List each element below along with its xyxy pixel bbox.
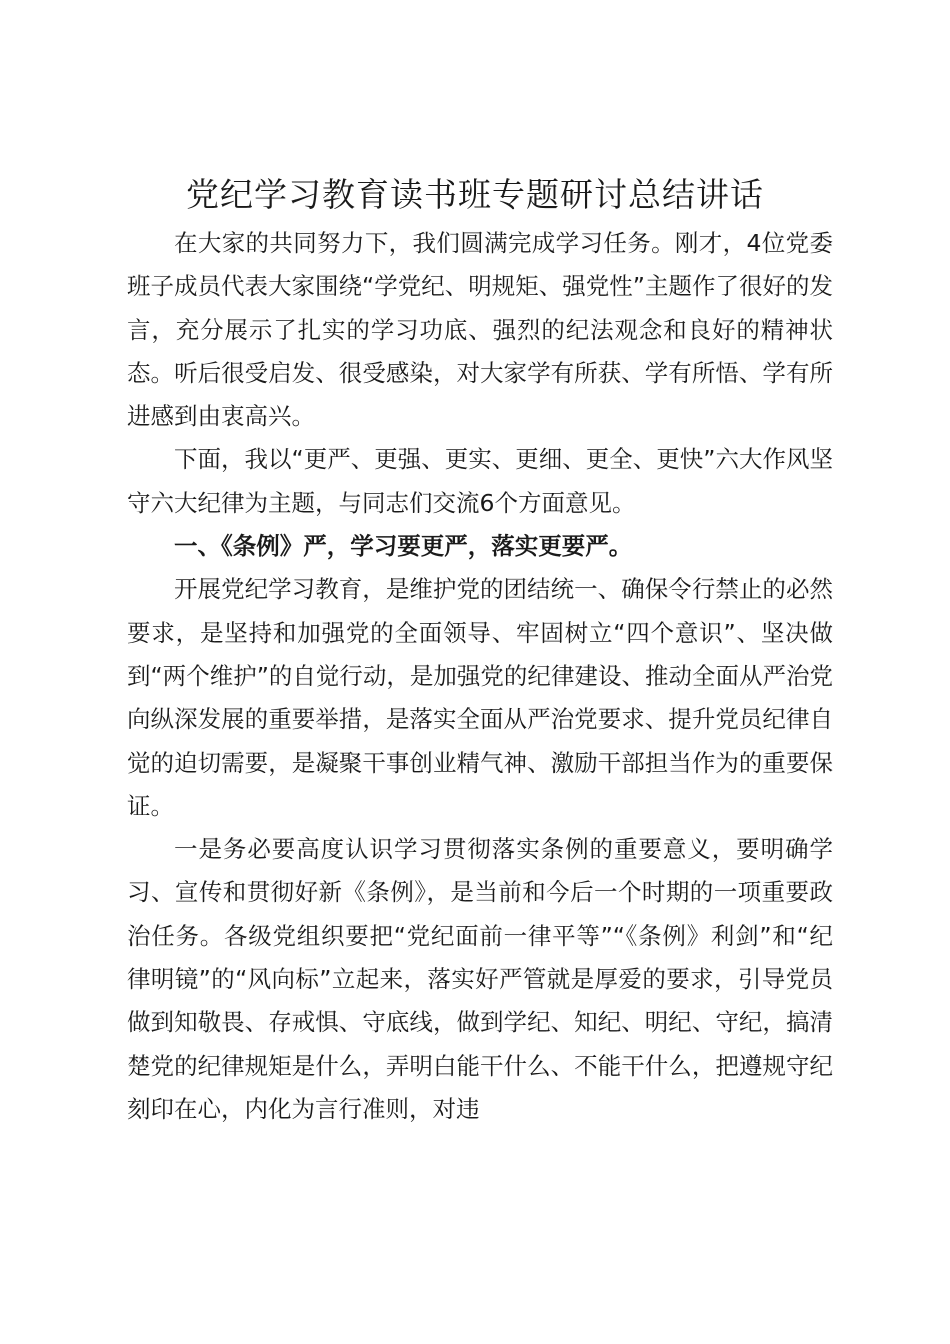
paragraph-point-1: 一是务必要高度认识学习贯彻落实条例的重要意义，要明确学习、宣传和贯彻好新《条例》，是当前和今后一个时期的一项重要政治任务。各级党组织要把“党纪面前一律平等”“《条例》利剑”和“纪律明镜”的“风向标”立起来，落实好严管就是厚爱的要求，引导党员做到知敬畏、存戒惧、守底线，做到学纪、知纪、明纪、守纪，搞清楚党的纪律规矩是什么，弄明白能干什么、不能干什么，把遵规守纪刻印在心，内化为言行准则，对违 (127, 835, 833, 1123)
document-body (127, 222, 833, 1131)
paragraph-opening: 在大家的共同努力下，我们圆满完成学习任务。刚才，4位党委班子成员代表大家围绕“学党纪、明规矩、强党性”主题作了很好的发言，充分展示了扎实的学习功底、强烈的纪法观念和良好的精神状态。听后很受启发、很受感染，对大家学有所获、学有所悟、学有所进感到由衷高兴。 (127, 229, 833, 431)
section-heading-1: 一、《条例》严，学习要更严，落实更要严。 (174, 532, 633, 561)
document-title: 党纪学习教育读书班专题研讨总结讲话 (186, 175, 764, 214)
paragraph-intro-topics: 下面，我以“更严、更强、更实、更细、更全、更快”六大作风坚守六大纪律为主题，与同志们交流6个方面意见。 (127, 445, 833, 517)
paragraph-section-1: 开展党纪学习教育，是维护党的团结统一、确保令行禁止的必然要求，是坚持和加强党的全面领导、牢固树立“四个意识”、坚决做到“两个维护”的自觉行动，是加强党的纪律建设、推动全面从严治党向纵深发展的重要举措，是落实全面从严治党要求、提升党员纪律自觉的迫切需要，是凝聚干事创业精气神、激励干部担当作为的重要保证。 (127, 575, 833, 820)
